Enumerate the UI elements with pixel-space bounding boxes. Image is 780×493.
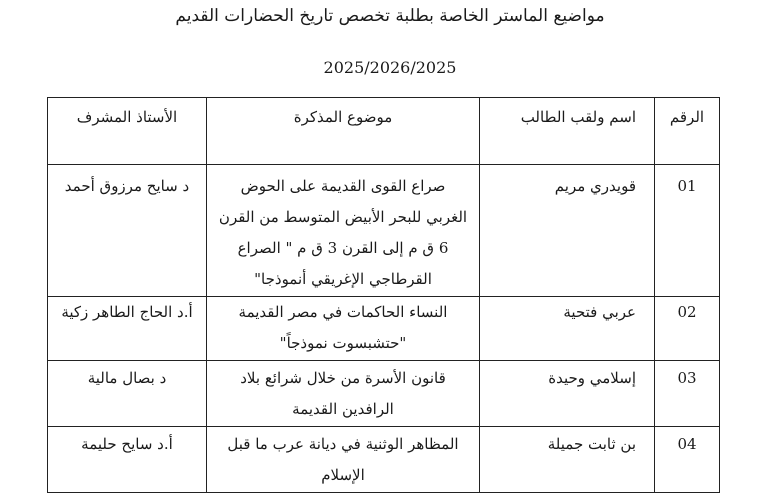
row-number: 02	[655, 297, 720, 361]
table-row	[48, 427, 720, 493]
table-row	[48, 361, 720, 427]
header-number: الرقم	[655, 98, 720, 165]
row-topic	[207, 361, 480, 427]
row-student: بن ثابت جميلة	[480, 427, 655, 493]
topic-line: القرطاجي الإغريقي أنموذجا"	[254, 270, 432, 288]
topic-line: النساء الحاكمات في مصر القديمة	[238, 303, 448, 321]
topic-line: المظاهر الوثنية في ديانة عرب ما قبل	[227, 435, 459, 453]
row-student: عربي فتحية	[480, 297, 655, 361]
row-supervisor: أ.د الحاج الطاهر زكية	[48, 297, 207, 361]
topic-line: الغربي للبحر الأبيض المتوسط من القرن	[218, 208, 468, 226]
row-number: 04	[655, 427, 720, 493]
document-title: مواضيع الماستر الخاصة بطلبة تخصص تاريخ الحضارات القديم	[175, 6, 605, 26]
topic-line: الإسلام	[321, 466, 365, 484]
header-supervisor: الأستاذ المشرف	[48, 98, 207, 165]
header-topic: موضوع المذكرة	[207, 98, 480, 165]
topic-line: "حتشبسوت نموذجاً"	[279, 334, 407, 352]
row-number: 01	[655, 165, 720, 297]
table-row	[48, 165, 720, 297]
row-student: قويدري مريم	[480, 165, 655, 297]
row-student: إسلامي وحيدة	[480, 361, 655, 427]
topic-line: 6 ق م إلى القرن 3 ق م " الصراع	[237, 239, 449, 257]
topics-table	[47, 97, 720, 493]
table-row	[48, 297, 720, 361]
topic-line: قانون الأسرة من خلال شرائع بلاد	[240, 369, 446, 387]
row-topic	[207, 427, 480, 493]
academic-year: 2025/2026/2025	[323, 58, 457, 77]
row-supervisor: د سايح مرزوق أحمد	[48, 165, 207, 297]
header-student: اسم ولقب الطالب	[480, 98, 655, 165]
topic-line: صراع القوى القديمة على الحوض	[240, 177, 446, 195]
row-topic	[207, 165, 480, 297]
topic-line: الرافدين القديمة	[292, 400, 394, 418]
row-supervisor: د بصال مالية	[48, 361, 207, 427]
row-topic	[207, 297, 480, 361]
row-number: 03	[655, 361, 720, 427]
table-header-row	[48, 98, 720, 165]
row-supervisor: أ.د سايح حليمة	[48, 427, 207, 493]
